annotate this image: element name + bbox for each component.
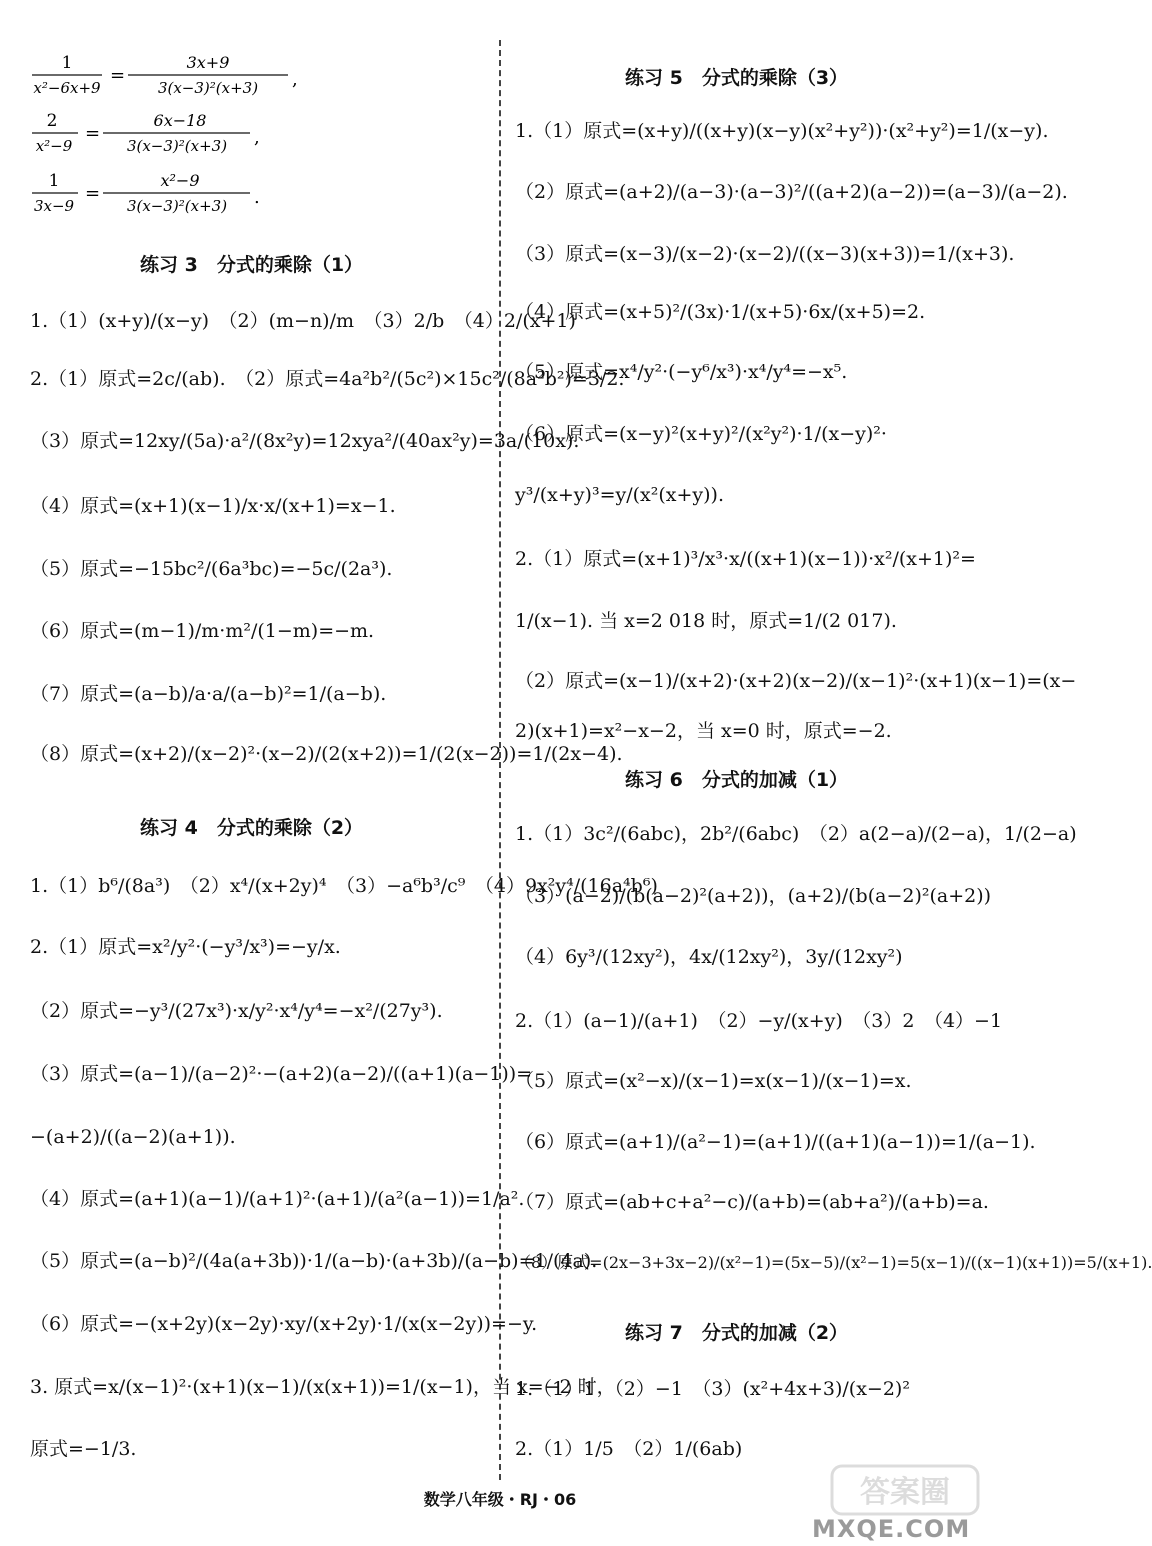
section-heading: 练习 7 分式的加减（2）: [625, 1322, 849, 1344]
watermark-logo: [830, 1460, 980, 1520]
right-line: （5）原式=(x²−x)/(x−1)=x(x−1)/(x−1)=x.: [515, 1070, 912, 1092]
watermark-url: MXQE.COM: [812, 1515, 971, 1543]
svg-text:6x−18: 6x−18: [153, 111, 207, 130]
section-heading: 练习 3 分式的乘除（1）: [140, 254, 364, 276]
left-line: （5）原式=(a−b)²/(4a(a+3b))·1/(a−b)·(a+3b)/(a−b)=1/(4a).: [30, 1250, 598, 1272]
left-line: （4）原式=(a+1)(a−1)/(a+1)²·(a+1)/(a²(a−1))=1/a².: [30, 1188, 525, 1210]
left-line: [30, 173, 260, 222]
section-heading: 练习 6 分式的加减（1）: [625, 769, 849, 791]
svg-text:2: 2: [46, 111, 58, 131]
right-line: 2.（1）原式=(x+1)³/x³·x/((x+1)(x−1))·x²/(x+1)²=: [515, 548, 976, 570]
right-line: y³/(x+y)³=y/(x²(x+y)).: [515, 484, 725, 506]
svg-text:,: ,: [292, 69, 298, 90]
left-line: （3）原式=12xy/(5a)·a²/(8x²y)=12xya²/(40ax²y)=3a/(10x).: [30, 430, 580, 452]
right-line: 2)(x+1)=x²−x−2，当 x=0 时，原式=−2.: [515, 720, 892, 742]
svg-text:=: =: [85, 183, 101, 204]
right-line: 2.（1）1/5 （2）1/(6ab): [515, 1438, 743, 1460]
right-line: （3）原式=(x−3)/(x−2)·(x−2)/((x−3)(x+3))=1/(x+3).: [515, 243, 1015, 265]
left-line: 1.（1）b⁶/(8a³) （2）x⁴/(x+2y)⁴ （3）−a⁶b³/c⁹ （4）9x²y⁴/(16a⁴b⁶): [30, 875, 658, 897]
right-line: 1/(x−1). 当 x=2 018 时，原式=1/(2 017).: [515, 610, 897, 632]
svg-text:x²−6x+9: x²−6x+9: [33, 79, 101, 97]
right-line: （4）原式=(x+5)²/(3x)·1/(x+5)·6x/(x+5)=2.: [515, 301, 926, 323]
left-line: [30, 113, 260, 162]
svg-text:=: =: [110, 65, 126, 86]
svg-text:,: ,: [254, 127, 260, 148]
svg-text:1: 1: [61, 53, 73, 73]
right-line: （2）原式=(a+2)/(a−3)·(a−3)²/((a+2)(a−2))=(a−3)/(a−2).: [515, 181, 1068, 203]
left-line: （5）原式=−15bc²/(6a³bc)=−5c/(2a³).: [30, 558, 393, 580]
svg-text:3(x−3)²(x+3): 3(x−3)²(x+3): [126, 197, 228, 215]
right-line: （5）原式=x⁴/y²·(−y⁶/x³)·x⁴/y⁴=−x⁵.: [515, 361, 848, 383]
left-line: [30, 53, 298, 104]
right-line: （6）原式=(x−y)²(x+y)²/(x²y²)·1/(x−y)²·: [515, 423, 887, 445]
svg-text:答案圈: 答案圈: [860, 1475, 950, 1510]
svg-text:3(x−3)²(x+3): 3(x−3)²(x+3): [157, 79, 259, 97]
page-footer: 数学八年级・RJ・06: [423, 1490, 577, 1509]
svg-text:=: =: [85, 123, 101, 144]
svg-text:x²−9: x²−9: [160, 171, 200, 190]
svg-text:3x+9: 3x+9: [186, 53, 230, 72]
right-line: （4）6y³/(12xy²)，4x/(12xy²)，3y/(12xy²): [515, 946, 903, 968]
section-heading: 练习 5 分式的乘除（3）: [625, 67, 849, 89]
left-line: 1.（1）(x+y)/(x−y) （2）(m−n)/m （3）2/b （4）2/(x+1): [30, 310, 576, 332]
svg-text:3(x−3)²(x+3): 3(x−3)²(x+3): [126, 137, 228, 155]
left-line: （4）原式=(x+1)(x−1)/x·x/(x+1)=x−1.: [30, 495, 396, 517]
right-line: （3）(a−2)/(b(a−2)²(a+2))，(a+2)/(b(a−2)²(a+2)): [515, 885, 992, 907]
svg-text:x²−9: x²−9: [35, 137, 73, 155]
right-line: （7）原式=(ab+c+a²−c)/(a+b)=(ab+a²)/(a+b)=a.: [515, 1191, 989, 1213]
left-line: （6）原式=(m−1)/m·m²/(1−m)=−m.: [30, 620, 375, 642]
left-line: 2.（1）原式=x²/y²·(−y³/x³)=−y/x.: [30, 936, 341, 958]
right-line: 1.（1）3c²/(6abc)，2b²/(6abc) （2）a(2−a)/(2−a)，1/(2−a): [515, 823, 1077, 845]
left-line: （7）原式=(a−b)/a·a/(a−b)²=1/(a−b).: [30, 683, 387, 705]
left-line: （2）原式=−y³/(27x³)·x/y²·x⁴/y⁴=−x²/(27y³).: [30, 1000, 443, 1022]
left-line: −(a+2)/((a−2)(a+1)).: [30, 1126, 236, 1148]
left-line: （3）原式=(a−1)/(a−2)²·−(a+2)(a−2)/((a+1)(a−1))=: [30, 1063, 533, 1085]
right-line: （8）原式=(2x−3+3x−2)/(x²−1)=(5x−5)/(x²−1)=5(x−1)/((x−1)(x+1))=5/(x+1).: [515, 1253, 1152, 1272]
svg-text:1: 1: [48, 171, 60, 191]
left-line: （6）原式=−(x+2y)(x−2y)·xy/(x+2y)·1/(x(x−2y))=−y.: [30, 1313, 538, 1335]
left-line: 3. 原式=x/(x−1)²·(x+1)(x−1)/(x(x+1))=1/(x−1)，当 x=−2 时，: [30, 1376, 616, 1398]
right-line: 1.（1）1 （2）−1 （3）(x²+4x+3)/(x−2)²: [515, 1378, 910, 1400]
section-heading: 练习 4 分式的乘除（2）: [140, 817, 364, 839]
svg-text:.: .: [254, 187, 260, 208]
svg-text:3x−9: 3x−9: [33, 197, 75, 215]
left-line: （8）原式=(x+2)/(x−2)²·(x−2)/(2(x+2))=1/(2(x−2))=1/(2x−4).: [30, 743, 623, 765]
right-line: 1.（1）原式=(x+y)/((x+y)(x−y)(x²+y²))·(x²+y²)=1/(x−y).: [515, 120, 1049, 142]
right-line: 2.（1）(a−1)/(a+1) （2）−y/(x+y) （3）2 （4）−1: [515, 1010, 1003, 1032]
left-line: 2.（1）原式=2c/(ab). （2）原式=4a²b²/(5c²)×15c²/(8a²b²)=3/2.: [30, 368, 625, 390]
left-line: 原式=−1/3.: [30, 1438, 137, 1460]
right-line: （6）原式=(a+1)/(a²−1)=(a+1)/((a+1)(a−1))=1/(a−1).: [515, 1131, 1036, 1153]
right-line: （2）原式=(x−1)/(x+2)·(x+2)(x−2)/(x−1)²·(x+1)(x−1)=(x−: [515, 670, 1077, 692]
